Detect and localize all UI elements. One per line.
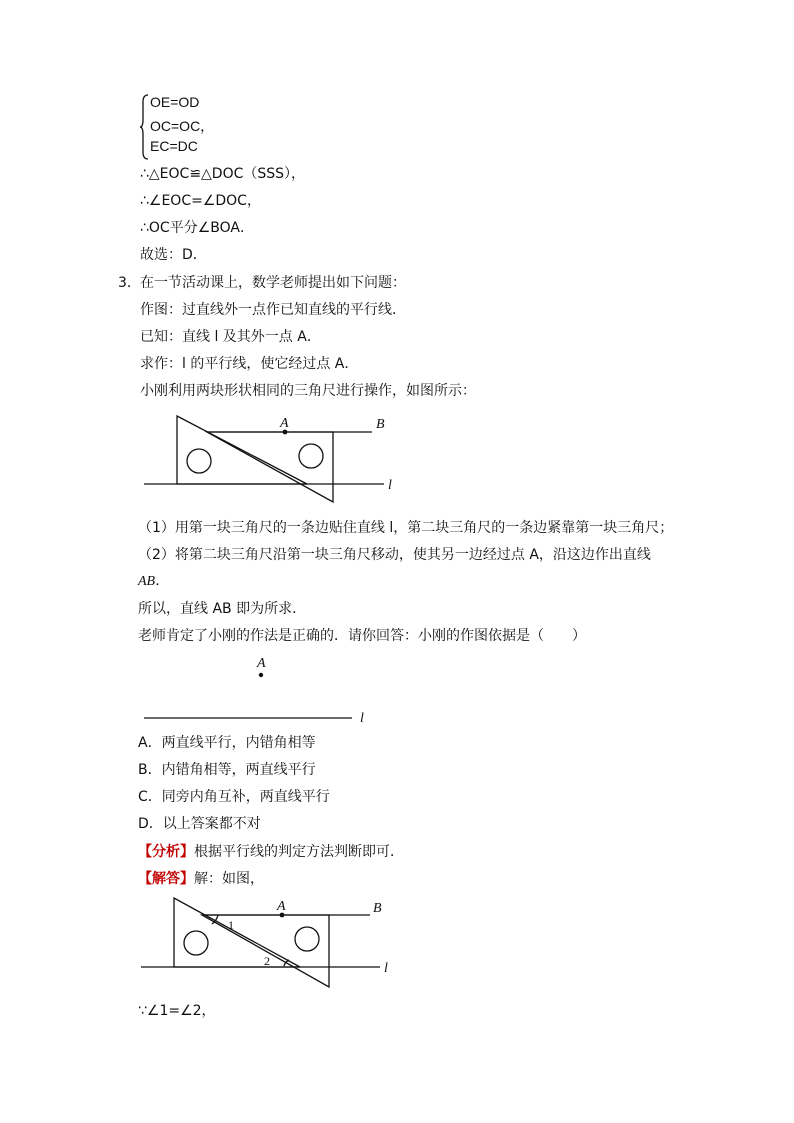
proof-line-4: 故选：D． — [140, 247, 207, 263]
question-intro: 小刚利用两块形状相同的三角尺进行操作，如图所示： — [140, 383, 476, 399]
label-l: l — [388, 478, 392, 493]
angle-1-label: 1 — [228, 918, 234, 932]
label-b-3: B — [373, 901, 382, 916]
answer-last-line: ∵∠1=∠2， — [138, 1003, 216, 1019]
question-ask: 老师肯定了小刚的作法是正确的．请你回答：小刚的作图依据是（ ） — [138, 628, 586, 644]
question-given: 已知：直线 l 及其外一点 A． — [140, 329, 321, 345]
label-a-3: A — [277, 899, 286, 914]
question-task: 作图：过直线外一点作已知直线的平行线． — [140, 302, 406, 318]
proof-line-1: ∴△EOC≌△DOC（SSS）， — [140, 166, 306, 182]
ruler-2-hole-3 — [295, 927, 319, 951]
label-l-2: l — [360, 711, 364, 726]
answer-text: 解：如图， — [194, 871, 264, 887]
label-b: B — [376, 417, 385, 432]
question-construct: 求作：l 的平行线，使它经过点 A． — [140, 356, 359, 372]
option-d[interactable]: D．以上答案都不对 — [138, 816, 261, 832]
question-stem: 在一节活动课上，数学老师提出如下问题： — [140, 275, 406, 291]
proof-line-2: ∴∠EOC=∠DOC， — [140, 193, 261, 209]
conclusion: 所以，直线 AB 即为所求． — [138, 601, 307, 617]
label-l-3: l — [384, 961, 388, 976]
step-2b: AB． — [138, 574, 170, 589]
equation-1: OE=OD — [150, 94, 200, 110]
ruler-1-hole-3 — [184, 931, 208, 955]
question-number: 3． — [118, 275, 141, 291]
option-a[interactable]: A．两直线平行，内错角相等 — [138, 735, 316, 751]
proof-line-3: ∴OC平分∠BOA． — [140, 220, 254, 236]
equation-3: EC=DC — [150, 138, 198, 154]
label-a: A — [280, 416, 289, 431]
step-1: （1）用第一块三角尺的一条边贴住直线 l，第二块三角尺的一条边紧靠第一块三角尺； — [138, 520, 674, 536]
angle-2-label: 2 — [264, 954, 270, 968]
equation-2: OC=OC， — [150, 118, 215, 134]
analysis-text: 根据平行线的判定方法判断即可． — [194, 844, 404, 860]
step-2a: （2）将第二块三角尺沿第一块三角尺移动，使其另一边经过点 A，沿这边作出直线 — [138, 547, 651, 563]
label-a-2: A — [257, 656, 266, 671]
answer-tag: 【解答】 — [138, 871, 194, 887]
option-b[interactable]: B．内错角相等，两直线平行 — [138, 762, 316, 778]
analysis-tag: 【分析】 — [138, 844, 194, 860]
option-c[interactable]: C．同旁内角互补，两直线平行 — [138, 789, 330, 805]
